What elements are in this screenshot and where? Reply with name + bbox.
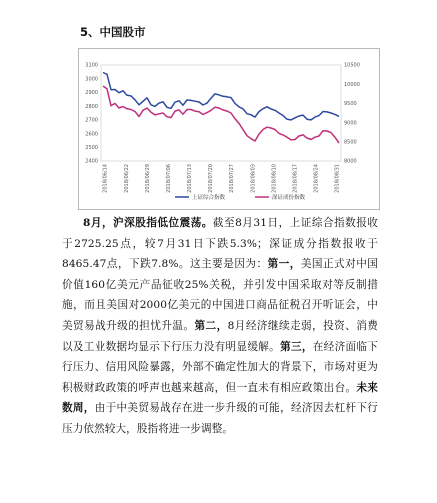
reason-2-label: 第二，: [194, 319, 228, 332]
y-right-tick-label: 10000: [344, 81, 360, 88]
outlook-text: 由于中美贸易战存在进一步升级的可能，经济因去杠杆下行压力依然较大，股指将进一步调整。: [62, 402, 378, 435]
stock-index-chart: [78, 48, 380, 210]
reason-3-text: 在经济面临下行压力、信用风险暴露，外部不确定性加大的背景下，市场对更为积极财政政策的呼声也越来越高，但一直未有相应政策出台。: [62, 340, 378, 394]
y-right-tick-label: 9500: [344, 101, 357, 108]
x-tick-label: 2018/07/13: [187, 164, 194, 193]
closing-figures: 截至8月31日，上证综合指数报收于2725.25点，较7月31日下跌5.3%；深证成分指数报收于8465.47点，下跌7.8%。这主要是因为：: [62, 217, 378, 271]
y-right-tick-label: 8000: [344, 158, 357, 165]
reason-1-text: 美国正式对中国价值160亿美元产品征收25%关税，并引发中国采取对等反制措施，而且美国对2000亿美元的中国进口商品征税召开听证会，中美贸易战升级的担忧升温。: [62, 258, 378, 332]
x-tick-label: 2018/07/06: [165, 164, 172, 193]
reason-3-label: 第三，: [280, 340, 313, 353]
y-left-tick-label: 2900: [85, 90, 98, 97]
y-left-tick-label: 3000: [85, 76, 98, 83]
series-line: [103, 86, 339, 143]
x-tick-label: 2018/06/29: [144, 164, 151, 193]
analysis-paragraph: [62, 213, 378, 440]
outlook-label: 未来数周，: [62, 381, 379, 415]
section-heading: 5、中国股市: [80, 25, 146, 39]
x-tick-label: 2018/08/31: [334, 164, 341, 193]
y-left-tick-label: 2500: [85, 144, 98, 151]
x-tick-label: 2018/07/27: [229, 164, 236, 193]
y-left-tick-label: 2400: [85, 158, 98, 165]
legend-label: 深证成份指数: [272, 195, 306, 201]
x-tick-label: 2018/08/03: [250, 164, 257, 193]
chart-svg: [79, 49, 379, 209]
lead-sentence: 8月，沪深股指低位震荡。: [83, 217, 213, 229]
y-left-tick-label: 2800: [85, 103, 98, 110]
x-tick-label: 2018/06/22: [123, 164, 130, 193]
x-tick-label: 2018/07/20: [208, 164, 215, 193]
y-right-tick-label: 10500: [344, 62, 360, 69]
y-left-tick-label: 2700: [85, 117, 98, 124]
y-left-tick-label: 2600: [85, 131, 98, 138]
x-tick-label: 2018/08/17: [292, 164, 299, 193]
y-right-tick-label: 8500: [344, 139, 357, 146]
series-line: [103, 73, 339, 120]
x-tick-label: 2018/06/14: [102, 164, 109, 193]
x-tick-label: 2018/08/24: [313, 164, 320, 193]
paragraph-body: [62, 213, 378, 440]
reason-1-label: 第一，: [267, 258, 301, 271]
reason-2-text: 8月经济继续走弱，投资、消费以及工业数据均显示下行压力没有明显缓解。: [62, 319, 378, 353]
y-right-tick-label: 9000: [344, 120, 357, 127]
y-left-tick-label: 3100: [85, 62, 98, 69]
x-tick-label: 2018/08/10: [271, 164, 278, 193]
legend-label: 上证综合指数: [192, 195, 226, 201]
